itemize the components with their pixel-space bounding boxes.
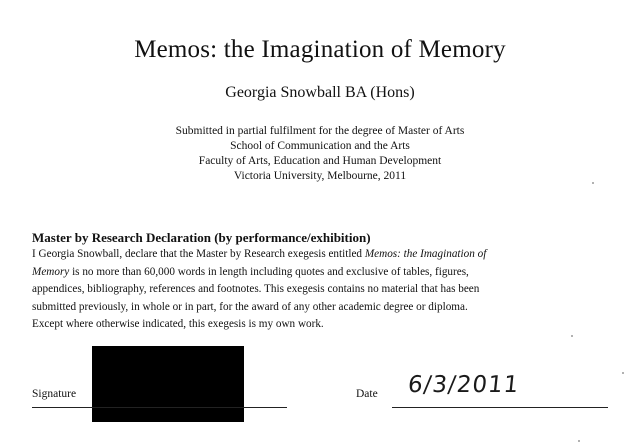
submission-faculty-line: Faculty of Arts, Education and Human Development [198,155,442,167]
submission-school-line: School of Communication and the Arts [230,140,410,152]
submission-university-line: Victoria University, Melbourne, 2011 [233,170,407,182]
scan-speck [571,335,573,337]
declaration-line: appendices, bibliography, references and footnotes. This exegesis contains no material that has been [32,283,480,296]
declaration-line [32,246,612,264]
declaration-text: I Georgia Snowball, declare that the Master by Research exegesis entitled [32,248,365,260]
exegesis-title-italic: Memory [32,265,70,278]
declaration-line [32,264,612,282]
declaration-body [32,246,612,334]
submission-degree-line: Submitted in partial fulfilment for the degree of Master of Arts [175,125,465,137]
scan-speck [622,372,624,374]
document-title: Memos: the Imagination of Memory [134,36,506,63]
declaration-text: is no more than 60,000 words in length including quotes and exclusive of tables, figures, [69,265,469,278]
signature-line [32,407,287,408]
declaration-heading: Master by Research Declaration (by performance/exhibition) [32,230,371,245]
author-name: Georgia Snowball BA (Hons) [225,84,415,101]
declaration-line: Except where otherwise indicated, this exegesis is my own work. [32,318,324,331]
date-line [392,407,608,408]
declaration-line: submitted previously, in whole or in part, for the award of any other academic degree or diploma. [32,300,468,313]
submission-details [0,124,640,184]
redacted-signature-block [92,346,244,422]
signature-label: Signature [32,388,77,400]
scan-speck [592,182,594,184]
scan-speck [578,440,580,442]
date-label: Date [356,388,378,400]
handwritten-date: 6/3/2011 [406,372,521,398]
exegesis-title-italic: Memos: the Imagination of [364,248,487,260]
